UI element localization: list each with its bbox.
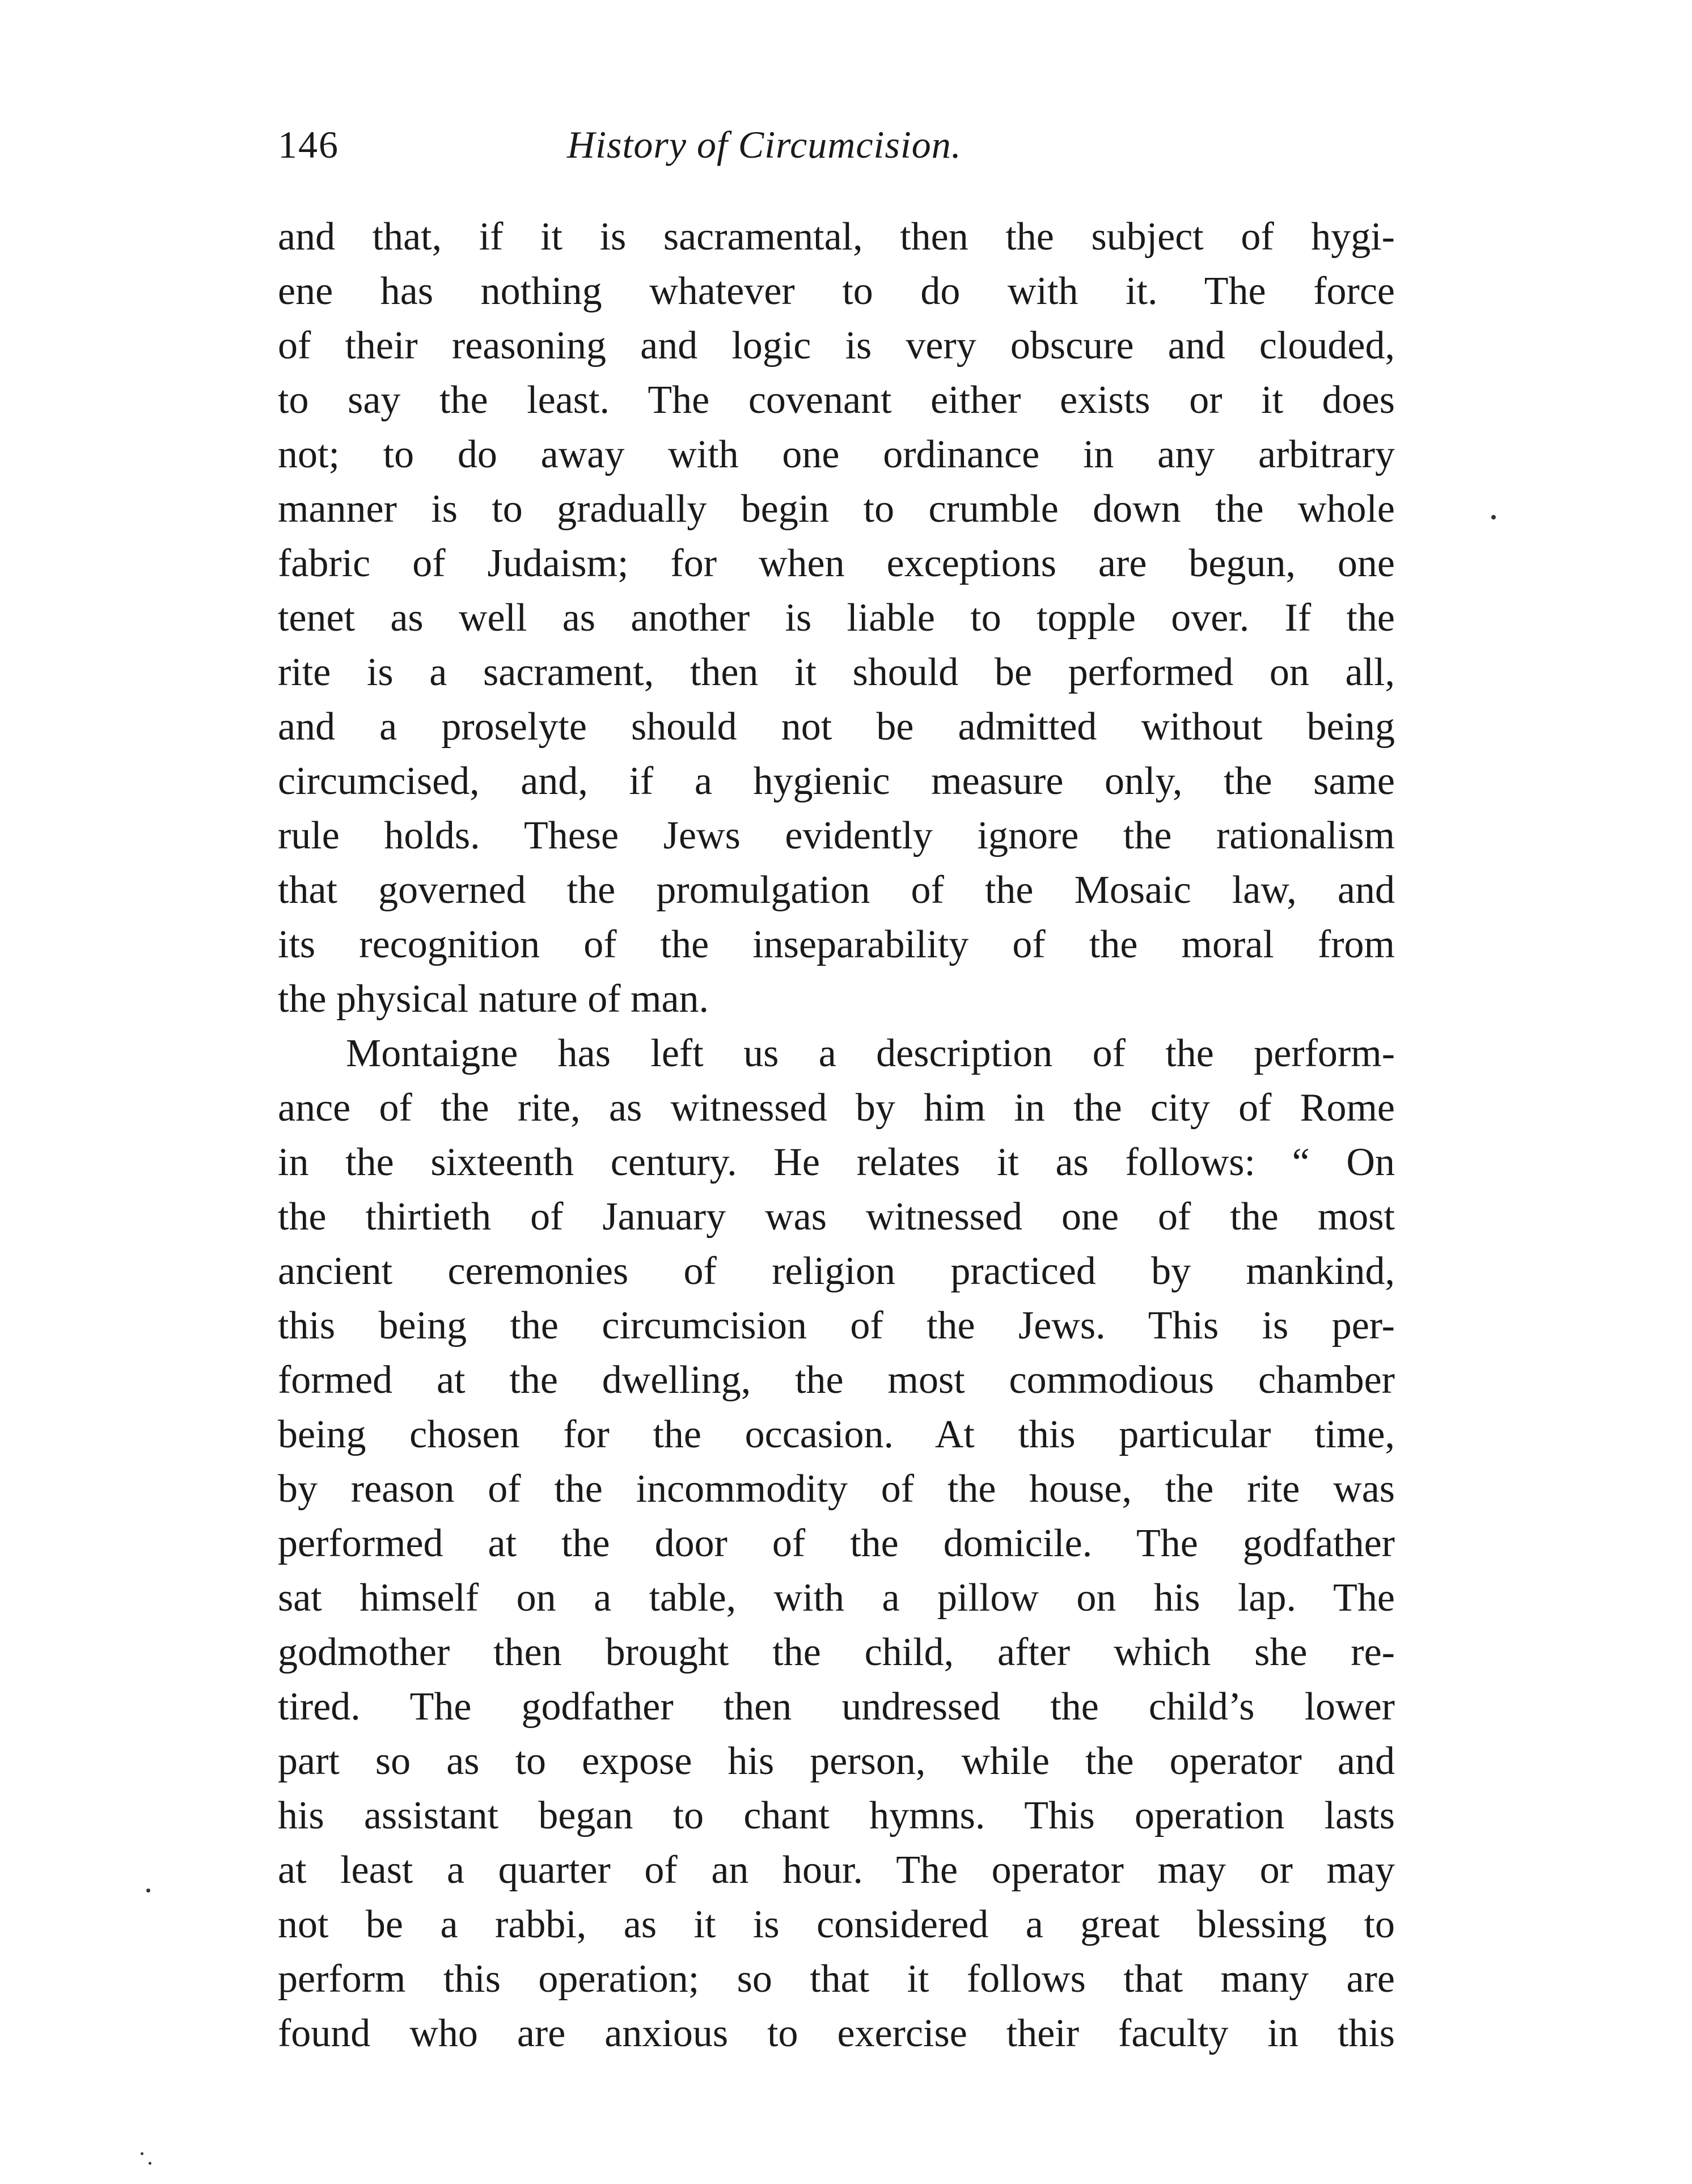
- text-line: the thirtieth of January was witnessed one of the most: [278, 1195, 1395, 1239]
- text-line: the physical nature of man.: [278, 977, 709, 1021]
- text-line: to say the least. The covenant either exists or it does: [278, 378, 1395, 422]
- scan-speck: [141, 2152, 143, 2155]
- text-line: Montaigne has left us a description of the perform-: [346, 1032, 1395, 1075]
- text-line: formed at the dwelling, the most commodious chamber: [278, 1358, 1395, 1402]
- text-line: performed at the door of the domicile. The godfather: [278, 1522, 1395, 1565]
- text-line: his assistant began to chant hymns. This operation lasts: [278, 1794, 1395, 1837]
- text-line: ancient ceremonies of religion practiced by mankind,: [278, 1249, 1395, 1293]
- text-line: tired. The godfather then undressed the child’s lower: [278, 1685, 1395, 1729]
- paragraph-1: [278, 210, 1395, 1026]
- page-header: [278, 113, 1111, 176]
- text-line: circumcised, and, if a hygienic measure only, the same: [278, 759, 1395, 803]
- text-line: of their reasoning and logic is very obscure and clouded,: [278, 324, 1395, 367]
- text-line: rule holds. These Jews evidently ignore the rationalism: [278, 814, 1395, 857]
- text-line: godmother then brought the child, after which she re-: [278, 1630, 1395, 1674]
- text-line: ance of the rite, as witnessed by him in the city of Rome: [278, 1086, 1395, 1130]
- text-line: perform this operation; so that it follows that many are: [278, 1957, 1395, 2001]
- paragraph-2: [278, 1026, 1395, 2061]
- text-line: and a proselyte should not be admitted without being: [278, 705, 1395, 749]
- text-line: this being the circumcision of the Jews. This is per-: [278, 1304, 1395, 1347]
- text-line: ene has nothing whatever to do with it. The force: [278, 269, 1395, 313]
- scan-speck: [149, 2162, 151, 2165]
- text-line: found who are anxious to exercise their faculty in this: [278, 2012, 1395, 2055]
- text-line: in the sixteenth century. He relates it as follows: “ On: [278, 1140, 1395, 1184]
- text-line: rite is a sacrament, then it should be performed on all,: [278, 650, 1395, 694]
- text-line: part so as to expose his person, while the operator and: [278, 1739, 1395, 1783]
- text-line: its recognition of the inseparability of the moral from: [278, 923, 1395, 966]
- text-line: and that, if it is sacramental, then the subject of hygi-: [278, 215, 1395, 259]
- scan-speck: [146, 1889, 150, 1892]
- text-line: not; to do away with one ordinance in any arbitrary: [278, 433, 1395, 476]
- text-line: being chosen for the occasion. At this particular time,: [278, 1413, 1395, 1456]
- text-line: tenet as well as another is liable to topple over. If the: [278, 596, 1395, 640]
- text-line: that governed the promulgation of the Mosaic law, and: [278, 868, 1395, 912]
- page-number: 146: [278, 123, 339, 166]
- text-line: not be a rabbi, as it is considered a great blessing to: [278, 1903, 1395, 1946]
- body-text: [278, 210, 1395, 2061]
- text-line: manner is to gradually begin to crumble down the whole: [278, 487, 1395, 531]
- text-line: sat himself on a table, with a pillow on his lap. The: [278, 1576, 1395, 1620]
- text-line: by reason of the incommodity of the house, the rite was: [278, 1467, 1395, 1511]
- text-line: at least a quarter of an hour. The operator may or may: [278, 1848, 1395, 1892]
- text-line: fabric of Judaism; for when exceptions are begun, one: [278, 542, 1395, 585]
- scan-speck: [1491, 515, 1496, 519]
- running-title: History of Circumcision.: [567, 123, 962, 166]
